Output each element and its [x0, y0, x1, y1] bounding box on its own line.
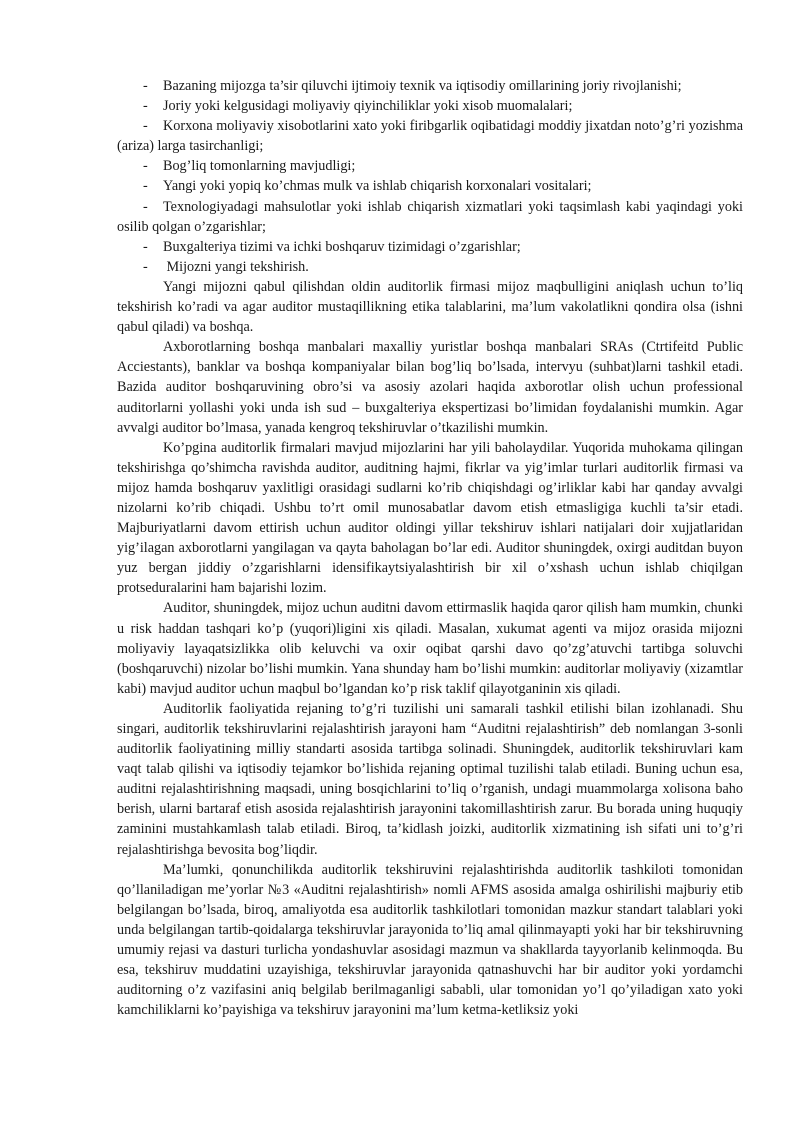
dash-marker: - — [143, 98, 148, 115]
bullet-item — [117, 96, 743, 116]
bullet-item — [117, 237, 743, 257]
bullet-item — [117, 116, 743, 156]
bullet-text: Mijozni yangi tekshirish. — [163, 258, 309, 275]
bullet-item — [117, 76, 743, 96]
dash-marker: - — [143, 258, 148, 275]
body-paragraph: Auditorlik faoliyatida rejaning to’g’ri tuzilishi uni samarali tashkil etilishi bilan izohlanadi. Shu singari, auditorlik tekshiruvlarini rejalashtirish jarayoni ham “Auditni rejalashtirish” deb nomlangan 3-sonli auditorlik faoliyatining milliy standarti asosida tartibga solinadi. Shuningdek, auditorlik tekshiruvlari kam vaqt talab qilishi va iqtisodiy tejamkor bo’lishida rejaning optimal tuzilishi talab etiladi. Buning uchun esa, auditni rejalashtirishning maqsadi, uning bosqichlarini to’liq o’rganish, undagi muammolarga xolisona baho berish, ularni bartaraf etish asosida rejalashtirish jarayonini takomillashtirish zarur. Bu borada uning huquqiy zaminini mustahkamlash talab etiladi. Biroq, ta’kidlash joizki, auditorlik xizmatining ish sifati uni to’g’ri rejalashtirishga bevosita bog’liqdir. — [117, 700, 743, 858]
bullet-text: Texnologiyadagi mahsulotlar yoki ishlab chiqarish xizmatlari yoki taqsimlash kabi yaqindagi yoki osilib qolgan o’zgarishlar; — [117, 198, 743, 235]
body-paragraph: Axborotlarning boshqa manbalari maxalliy yuristlar boshqa manbalari SRAs (Ctrtifeitd Public Acciestants), banklar va boshqa kompaniyalar bilan bog’liq bo’lsada, intervyu (suhbat)larni tashkil etadi. Bazida auditor boshqaruvining obro’si va asosiy azolari haqida axborotlar olish uchun professional auditorlarni yollashi yoki unda ish sud – buxgalteriya ekspertizasi bo’limidan foydalanishi mumkin. Agar avvalgi auditor bo’lmasa, yanada kengroq tekshiruvlar o’tkazilishi mumkin. — [117, 339, 743, 436]
bullet-item — [117, 156, 743, 176]
dash-marker: - — [143, 198, 148, 215]
body-paragraph: Auditor, shuningdek, mijoz uchun auditni davom ettirmaslik haqida qaror qilish ham mumkin, chunki u risk haddan tashqari ko’p (yuqori)ligini xis qiladi. Masalan, xukumat agenti va mijoz orasida mijozni moliyaviy layaqatsizlikka olib keluvchi va oxir oqibat qarshi davo qo’zg’atuvchi tartibga soluvchi (boshqaruvchi) nizolar bo’lishi mumkin. Yana shunday ham bo’lishi mumkin: auditorlar moliyaviy (xizamtlar kabi) mavjud auditor uchun maqbul bo’lgandan ko’p risk taklif qilayotganinin xis qiladi. — [117, 600, 743, 697]
bullet-text: Bog’liq tomonlarning mavjudligi; — [163, 158, 356, 175]
body-paragraph: Yangi mijozni qabul qilishdan oldin auditorlik firmasi mijoz maqbulligini aniqlash uchun to’liq tekshirish ko’radi va agar auditor mustaqillikning etika talablarini, ma’lum vakolatlikni qondira olsa (ishni qabul qiladi) va boshqa. — [117, 278, 743, 336]
dash-marker: - — [143, 158, 148, 175]
bullet-text: Joriy yoki kelgusidagi moliyaviy qiyinchiliklar yoki xisob muomalalari; — [163, 98, 573, 115]
bullet-item — [117, 197, 743, 237]
bullet-text: Bazaning mijozga ta’sir qiluvchi ijtimoiy texnik va iqtisodiy omillarining joriy rivojlanishi; — [163, 78, 682, 94]
dash-marker: - — [143, 178, 148, 195]
bullet-text: Yangi yoki yopiq ko’chmas mulk va ishlab chiqarish korxonalari vositalari; — [163, 178, 592, 195]
dash-marker: - — [143, 118, 148, 135]
document-page — [117, 76, 743, 1020]
bullet-item — [117, 176, 743, 196]
bullet-text: Buxgalteriya tizimi va ichki boshqaruv tizimidagi o’zgarishlar; — [163, 238, 521, 255]
body-paragraph: Ko’pgina auditorlik firmalari mavjud mijozlarini har yili baholaydilar. Yuqorida muhokama qilingan tekshirishga qo’shimcha ravishda auditor, auditning hajmi, fikrlar va yig’imlar turlari auditorlik firmasi va mijoz hamda boshqaruv yaxlitligi orasidagi sudlarni ko’rib chiqishdagi og’irliklar kabi har qanday avvalgi nizolarni ko’rib chiqadi. Ushbu to’rt omil munosabatlar davom etish etmasligiga kuchli ta’sir etadi. Majburiyatlarni davom ettirish uchun auditor oldingi yillar tekshiruv ishlari natijalari doir xujjatlaridan yig’ilagan axborotlarni yangilagan va qayta baholagan bo’lar edi. Auditor shuningdek, oxirgi auditdan buyon yuz bergan jiddiy o’zgarishlarni idensifikaytsiyalashtirish bir xil o’xshash uchun ishlab chiqilgan protseduralarini ham bajarishi lozim. — [117, 439, 743, 597]
dash-marker: - — [143, 78, 148, 94]
bullet-text: Korxona moliyaviy xisobotlarini xato yoki firibgarlik oqibatidagi moddiy jixatdan noto’g’ri yozishma (ariza) larga tasirchanligi; — [117, 118, 743, 155]
bullet-item — [117, 257, 743, 277]
dash-marker: - — [143, 238, 148, 255]
body-paragraph: Ma’lumki, qonunchilikda auditorlik tekshiruvini rejalashtirishda auditorlik tashkiloti tomonidan qo’llaniladigan me’yorlar №3 «Auditni rejalashtirish» nomli AFMS asosida amalga oshirilishi majburiy etib belgilangan bo’lsada, biroq, amaliyotda esa auditorlik tashkilotlari tomonidan mazkur standart talablari yoki unda belgilangan tartib-qoidalarga tekshiruvlar jarayonida to’liq amal qilinmayapti yoki har bir tekshiruvning umumiy rejasi va dasturi turlicha yondashuvlar asosidagi mazmun va shakllarda tayyorlanib kelinmoqda. Bu esa, tekshiruv muddatini uzayishiga, tekshiruvlar jarayonida qatnashuvchi har bir auditor yoki yordamchi auditorning o’z vazifasini aniq belgilab berilmaganligi sababli, ular tomonidan yo’l qo’yiladigan xato yoki kamchiliklarni ko’payishiga va tekshiruv jarayonini ma’lum ketma-ketliksiz yoki — [117, 861, 743, 1019]
